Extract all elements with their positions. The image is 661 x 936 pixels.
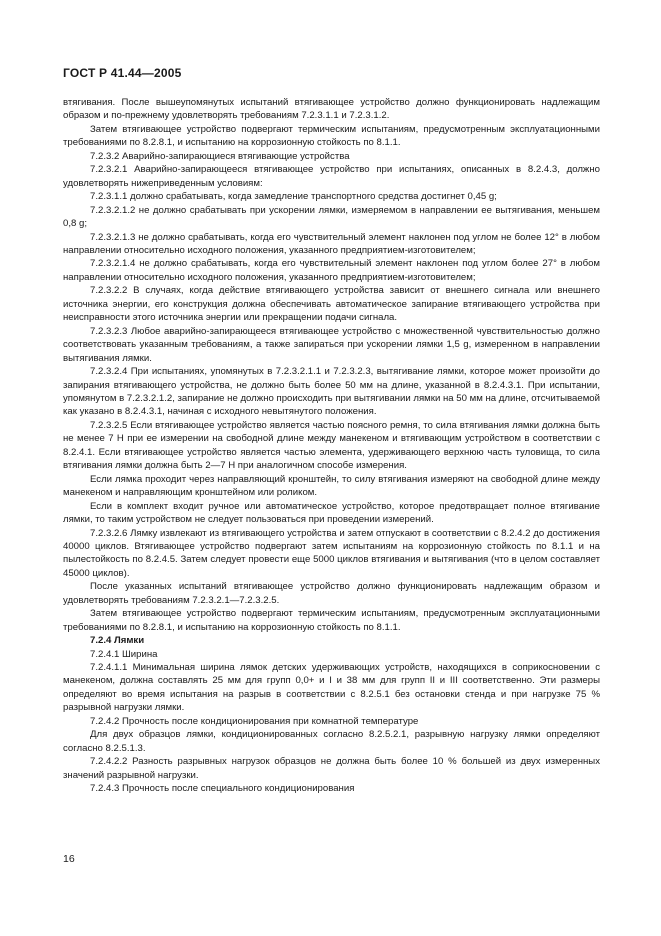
paragraph: Затем втягивающее устройство подвергают термическим испытаниям, предусмотренным эксплуатационными требованиями по 8.2.8.1, и испытанию на коррозионную стойкость по 8.1.1. [63, 123, 600, 149]
section-heading: 7.2.4 Лямки [90, 635, 145, 647]
paragraph: 7.2.3.2.1.4 не должно срабатывать, когда его чувствительный элемент наклонен под углом более 27° в любом направлении относительно исходного положения, указанного предприятием-изготовителем; [63, 258, 600, 283]
paragraph: 7.2.3.2.6 Лямку извлекают из втягивающего устройства и затем отпускают в соответствии с 8.2.4.2 до достижения 40000 циклов. Втягивающее устройство подвергают затем испытаниям на коррозионную стойкость по 8.1.1 и на пылестойкость по 8.2.4.5. Затем следует провести еще 5000 циклов втягивания и вытягивания (что в целом составляет 45000 циклов). [63, 527, 600, 579]
page-header: ГОСТ Р 41.44—2005 [63, 66, 182, 80]
paragraph: Если в комплект входит ручное или автоматическое устройство, которое предотвращает полное втягивание лямки, то таким устройством не следует пользоваться при проведении измерений. [63, 500, 600, 526]
paragraph: 7.2.3.1.1 должно срабатывать, когда замедление транспортного средства достигнет 0,45 g; [90, 191, 497, 203]
paragraph: 7.2.4.2.2 Разность разрывных нагрузок образцов не должна быть более 10 % большей из двух измеренных значений разрывной нагрузки. [63, 756, 600, 781]
paragraph: 7.2.3.2.5 Если втягивающее устройство является частью поясного ремня, то сила втягивания лямки должна быть не менее 7 Н при ее измерении на свободной длине между манекеном и втягивающим устройством в соответствии с 8.2.4.1. Если втягивающее устройство является частью элемента, удерживающего верхнюю часть туловища, то сила втягивания лямки должна быть 2—7 Н при аналогичном способе измерения. [63, 419, 600, 472]
paragraph: 7.2.3.2.1.3 не должно срабатывать, когда его чувствительный элемент наклонен под углом не более 12° в любом направлении относительно исходного положения, указанного предприятием-изготовителем; [63, 231, 600, 256]
paragraph: После указанных испытаний втягивающее устройство должно функционировать надлежащим образом и удовлетворять требованиям 7.2.3.2.1—7.2.3.2.5. [63, 581, 600, 606]
paragraph: 7.2.3.2.3 Любое аварийно-запирающееся втягивающее устройство с множественной чувствительностью должно соответствовать указанным требованиям, а также запираться при ускорении лямки 1,5 g, измеренном в направлении вытягивания лямки. [63, 325, 600, 364]
paragraph: 7.2.4.3 Прочность после специального кондиционирования [90, 783, 355, 795]
page-number: 16 [63, 853, 75, 865]
paragraph: 7.2.3.2.1 Аварийно-запирающееся втягивающее устройство при испытаниях, описанных в 8.2.4.3, должно удовлетворять нижеприведенным условиям: [63, 164, 600, 189]
paragraph: Для двух образцов лямки, кондиционированных согласно 8.2.5.2.1, разрывную нагрузку лямки определяют согласно 8.2.5.1.3. [63, 729, 600, 754]
paragraph: Если лямка проходит через направляющий кронштейн, то силу втягивания измеряют на свободной длине между манекеном и направляющим кронштейном или роликом. [63, 473, 600, 499]
paragraph: 7.2.4.2 Прочность после кондиционирования при комнатной температуре [90, 715, 419, 727]
paragraph: Затем втягивающее устройство подвергают термическим испытаниям, предусмотренным эксплуатационными требованиями по 8.2.8.1, и испытанию на коррозионную стойкость по 8.1.1. [63, 608, 600, 633]
paragraph: втягивания. После вышеупомянутых испытаний втягивающее устройство должно функционировать надлежащим образом и по-прежнему удовлетворять требованиям 7.2.3.1.1 и 7.2.3.1.2. [63, 97, 600, 122]
paragraph: 7.2.3.2 Аварийно-запирающиеся втягивающие устройства [90, 150, 350, 162]
paragraph: 7.2.4.1.1 Минимальная ширина лямок детских удерживающих устройств, находящихся в соприкосновении с манекеном, должна составлять 25 мм для групп 0,0+ и I и 38 мм для групп II и III соответственно. Эти размеры определяют во время испытания на разрыв в соответствии с 8.2.5.1 без остановки стенда и при нагрузке 75 % разрывной нагрузки лямки. [63, 662, 600, 714]
paragraph: 7.2.3.2.1.2 не должно срабатывать при ускорении лямки, измеряемом в направлении ее вытягивания, меньшем 0,8 g; [63, 204, 600, 230]
paragraph: 7.2.3.2.4 При испытаниях, упомянутых в 7.2.3.2.1.1 и 7.2.3.2.3, вытягивание лямки, которое может произойти до запирания втягивающего устройства, не должно быть более 50 мм на длине, указанной в 8.2.4.3.1. При испытании, упомянутом в 7.2.3.2.1.2, запирание не должно происходить при вытягивании лямки на 50 мм на длине, отсчитываемой как указано в 8.2.4.3.1, начиная с исходного невытянутого положения. [63, 366, 600, 418]
document-body [63, 96, 600, 796]
paragraph: 7.2.4.1 Ширина [90, 648, 158, 660]
paragraph: 7.2.3.2.2 В случаях, когда действие втягивающего устройства зависит от внешнего сигнала или внешнего источника энергии, его конструкция должна обеспечивать автоматическое запирание втягивающего устройства при неисправности этого источника энергии или прекращении подачи сигнала. [63, 285, 600, 324]
